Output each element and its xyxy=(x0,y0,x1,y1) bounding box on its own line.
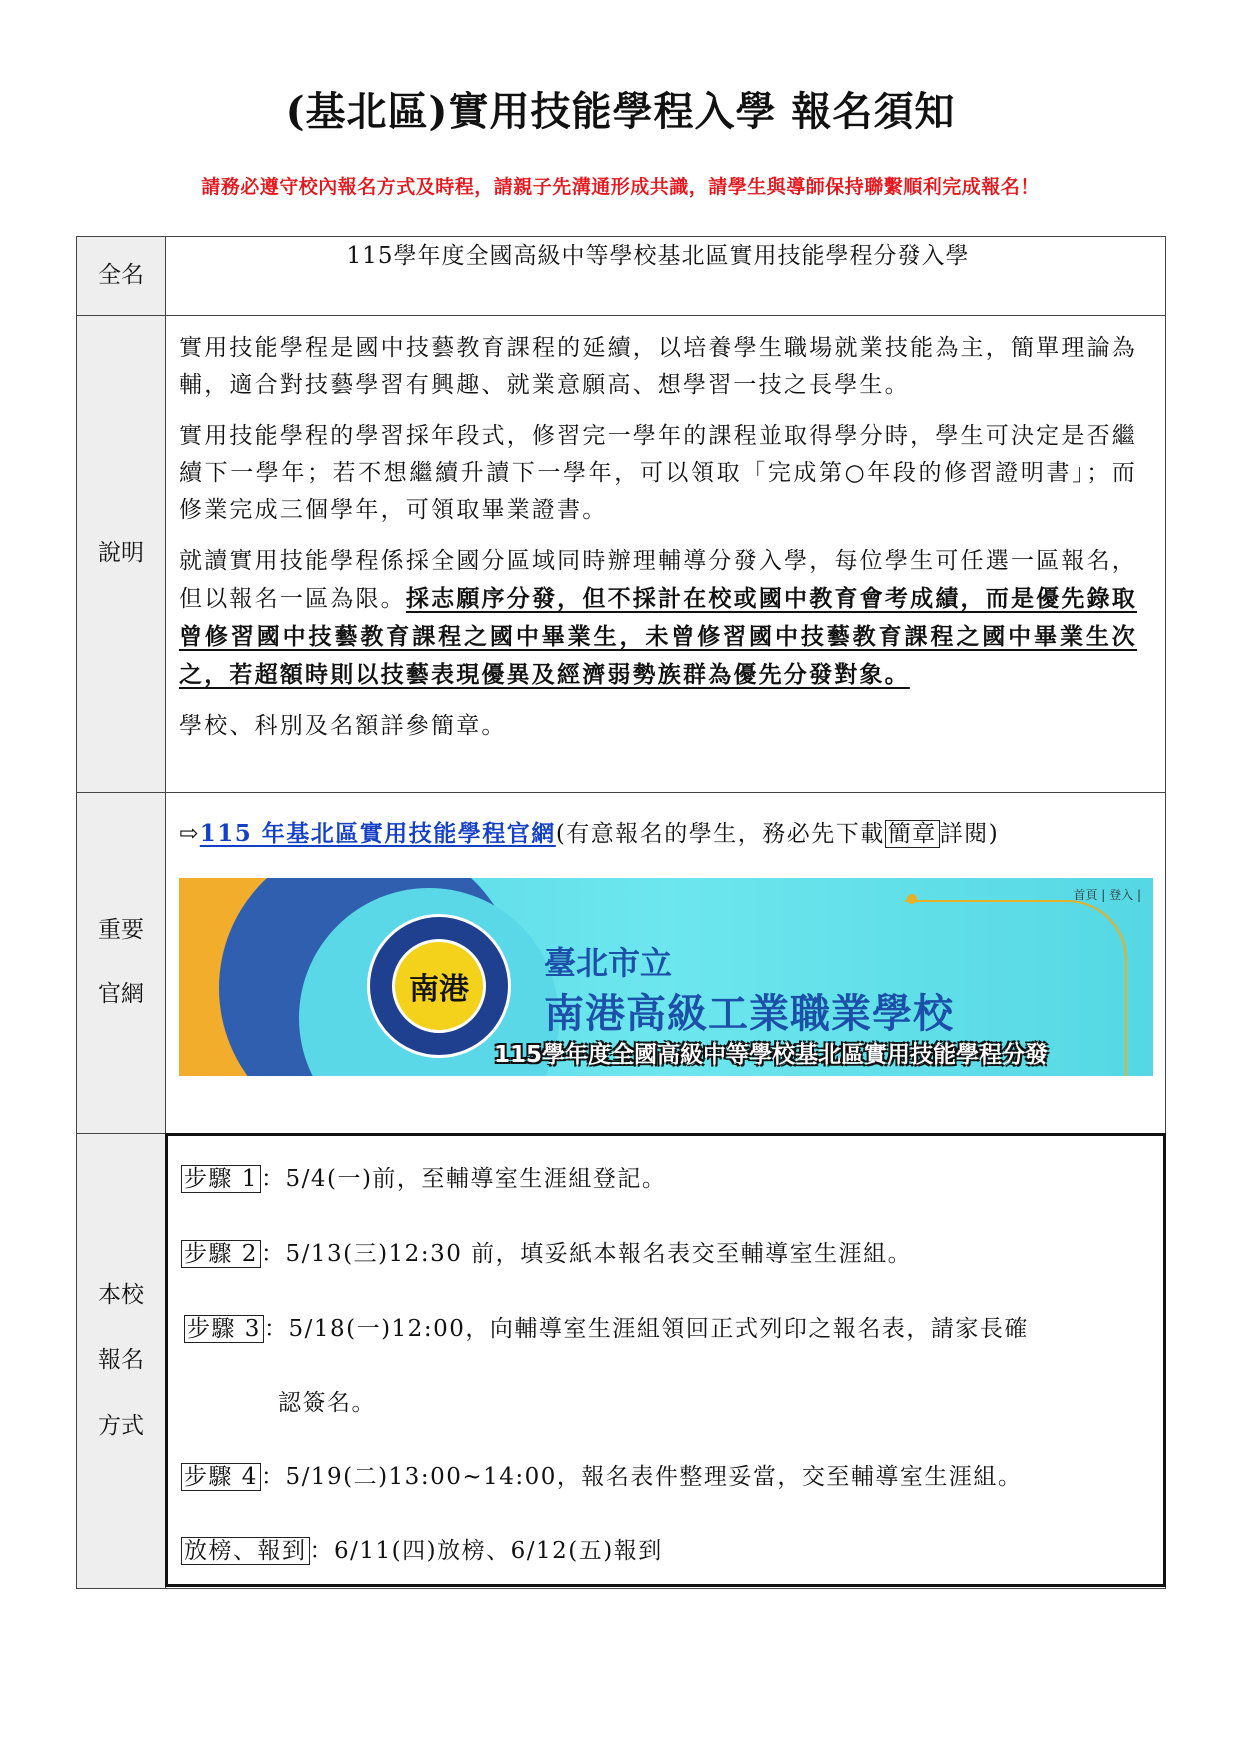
banner-school-name: 南港高級工業職業學校 xyxy=(544,991,954,1037)
warning-notice: 請務必遵守校內報名方式及時程，請親子先溝通形成共識，請學生與導師保持聯繫順利完成報名！ xyxy=(201,176,1040,198)
registration-row xyxy=(77,1134,1166,1589)
step-3-tag: 步驟 3 xyxy=(184,1315,264,1343)
step-4 xyxy=(181,1458,1022,1491)
fullname-value: 115學年度全國高級中等學校基北區實用技能學程分發入學 xyxy=(166,237,1166,316)
description-paragraph-1: 實用技能學程是國中技藝教育課程的延續，以培養學生職場就業技能為主，簡單理論為輔，適合對技藝學習有興趣、就業意願高、想學習一技之長學生。 xyxy=(179,335,1137,398)
page-title: (基北區)實用技能學程入學 報名須知 xyxy=(285,88,956,135)
website-link-line xyxy=(179,815,1137,848)
seal-center-text: 南港 xyxy=(392,939,486,1033)
description-label: 說明 xyxy=(77,316,166,793)
registration-steps-box xyxy=(165,1133,1166,1587)
step-1-text: ：5/4(一)前，至輔導室生涯組登記。 xyxy=(260,1166,667,1192)
step-3 xyxy=(184,1310,1029,1343)
website-row xyxy=(77,793,1166,1134)
registration-content xyxy=(166,1134,1166,1589)
school-banner-image[interactable] xyxy=(179,878,1153,1076)
fullname-label: 全名 xyxy=(77,237,166,316)
step-4-tag: 步驟 4 xyxy=(181,1463,261,1491)
banner-nav-links[interactable]: 首頁 | 登入 | xyxy=(1073,888,1141,902)
fullname-row xyxy=(77,237,1166,316)
registration-label-line-1: 本校 xyxy=(98,1281,144,1308)
step-2-text: ：5/13(三)12:30 前，填妥紙本報名表交至輔導室生涯組。 xyxy=(260,1241,913,1267)
step-1 xyxy=(181,1160,666,1193)
official-site-link[interactable]: 115 年基北區實用技能學程官網 xyxy=(199,820,556,847)
description-paragraph-3-emphasis: 採志願序分發，但不採計在校或國中教育會考成績，而是優先錄取曾修習國中技藝教育課程之國中畢業生，未曾修習國中技藝教育課程之國中畢業生次之，若超額時則以技藝表現優異及經濟弱勢族群為優先分發對象。 xyxy=(179,585,1137,688)
description-paragraph-3 xyxy=(179,543,1137,694)
school-seal-logo xyxy=(367,914,511,1058)
step-results xyxy=(181,1532,663,1565)
registration-label-line-2: 報名 xyxy=(98,1347,144,1374)
step-2-tag: 步驟 2 xyxy=(181,1240,261,1268)
step-2 xyxy=(181,1235,912,1268)
registration-label xyxy=(77,1134,166,1589)
banner-subtitle: 115學年度全國高級中等學校基北區實用技能學程分發 xyxy=(494,1042,1049,1068)
banner-dot-decoration xyxy=(907,894,917,904)
brochure-boxed-text: 簡章 xyxy=(885,820,940,848)
step-4-text: ：5/19(二)13:00~14:00，報名表件整理妥當，交至輔導室生涯組。 xyxy=(260,1464,1023,1490)
step-3-continued: 認簽名。 xyxy=(278,1390,376,1416)
banner-school-city: 臺北市立 xyxy=(544,944,673,982)
description-paragraph-2: 實用技能學程的學習採年段式，修習完一學年的課程並取得學分時，學生可決定是否繼續下一學年；若不想繼續升讀下一學年，可以領取「完成第○年段的修習證明書」；而修業完成三個學年，可領取畢業證書。 xyxy=(179,423,1137,523)
description-paragraph-3-normal: 就讀實用技能學程係採全國分區域同時辦理輔導分發入學，每位學生可任選一區報名，但以報名一區為限。 xyxy=(179,548,1137,612)
website-content xyxy=(166,793,1166,1134)
description-paragraph-4: 學校、科別及名額詳參簡章。 xyxy=(179,713,507,739)
website-label xyxy=(77,793,166,1134)
step-results-text: ：6/11(四)放榜、6/12(五)報到 xyxy=(309,1538,663,1564)
step-3-text: ：5/18(一)12:00，向輔導室生涯組領回正式列印之報名表，請家長確 xyxy=(263,1316,1029,1342)
website-note-post: 詳閱) xyxy=(939,821,1000,847)
website-label-line-2: 官網 xyxy=(98,981,144,1007)
website-note-pre: (有意報名的學生，務必先下載 xyxy=(555,821,885,847)
info-table xyxy=(76,236,1166,1589)
website-label-line-1: 重要 xyxy=(98,917,144,944)
step-1-tag: 步驟 1 xyxy=(181,1165,261,1193)
registration-label-line-3: 方式 xyxy=(98,1412,144,1439)
description-row xyxy=(77,316,1166,793)
arrow-icon: ⇨ xyxy=(179,821,200,847)
step-results-tag: 放榜、報到 xyxy=(181,1537,310,1565)
description-content xyxy=(166,316,1166,793)
